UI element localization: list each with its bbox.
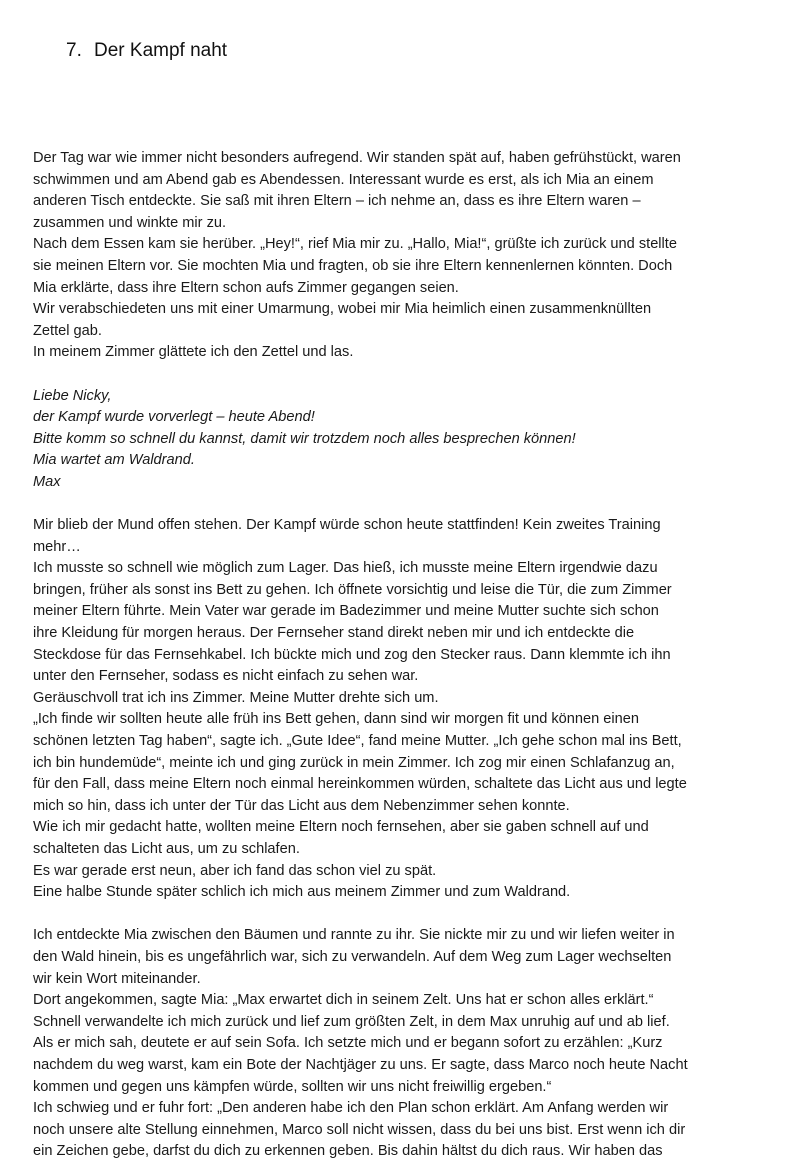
text-line: wir kein Wort miteinander. (33, 970, 201, 987)
paragraph-gap (33, 364, 793, 386)
text-line: für den Fall, dass meine Eltern noch einmal hereinkommen würden, schaltete das Licht aus und legte (33, 776, 687, 793)
text-line: Dort angekommen, sagte Mia: „Max erwartet dich in seinem Zelt. Uns hat er schon alles erklärt.“ (33, 992, 654, 1009)
letter-line: Bitte komm so schnell du kannst, damit wir trotzdem noch alles besprechen können! (33, 430, 576, 447)
letter-line: der Kampf wurde vorverlegt – heute Abend! (33, 409, 315, 426)
chapter-title: Der Kampf naht (94, 40, 228, 61)
letter-line: Max (33, 473, 61, 490)
text-line: Mia erklärte, dass ihre Eltern schon aufs Zimmer gegangen seien. (33, 279, 459, 296)
text-line: unter den Fernseher, sodass es nicht einfach zu sehen war. (33, 668, 419, 685)
text-line: zusammen und winkte mir zu. (33, 214, 227, 231)
text-line: Nach dem Essen kam sie herüber. „Hey!“, rief Mia mir zu. „Hallo, Mia!“, grüßte ich zurück und stellte (33, 236, 677, 253)
chapter-body (33, 148, 793, 1163)
chapter-heading (66, 38, 227, 64)
paragraph-camp (33, 925, 793, 1163)
text-line: schwimmen und am Abend gab es Abendessen. Interessant wurde es erst, als ich Mia an einem (33, 171, 654, 188)
letter-line: Mia wartet am Waldrand. (33, 452, 195, 469)
text-line: ihre Kleidung für morgen heraus. Der Fernseher stand direkt neben mir und ich entdeckte die (33, 625, 635, 642)
text-line: nachdem du weg warst, kam ein Bote der Nachtjäger zu uns. Er sagte, dass Marco noch heute Nacht (33, 1056, 688, 1073)
text-line: sie meinen Eltern vor. Sie mochten Mia und fragten, ob sie ihre Eltern kennenlernen könnten. Doch (33, 257, 673, 274)
text-line: Es war gerade erst neun, aber ich fand das schon viel zu spät. (33, 862, 437, 879)
text-line: meiner Eltern führte. Mein Vater war gerade im Badezimmer und meine Mutter suchte sich schon (33, 603, 659, 620)
text-line: mehr… (33, 538, 81, 555)
text-line: Wir verabschiedeten uns mit einer Umarmung, wobei mir Mia heimlich einen zusammenknüllten (33, 301, 652, 318)
paragraph-gap (33, 904, 793, 926)
text-line: Ich schwieg und er fuhr fort: „Den anderen habe ich den Plan schon erklärt. Am Anfang werden wir (33, 1100, 669, 1117)
letter-line: Liebe Nicky, (33, 387, 112, 404)
text-line: Ich musste so schnell wie möglich zum Lager. Das hieß, ich musste meine Eltern irgendwie dazu (33, 560, 658, 577)
paragraph-evening (33, 515, 793, 904)
chapter-number: 7. (66, 40, 82, 61)
text-line: schönen letzten Tag haben“, sagte ich. „Gute Idee“, fand meine Mutter. „Ich gehe schon mal ins Bett, (33, 733, 682, 750)
paragraph-intro (33, 148, 793, 364)
text-line: Als er mich sah, deutete er auf sein Sofa. Ich setzte mich und er begann sofort zu erzählen: „Kurz (33, 1035, 663, 1052)
paragraph-gap (33, 494, 793, 516)
text-line: Wie ich mir gedacht hatte, wollten meine Eltern noch fernsehen, aber sie gaben schnell auf und (33, 819, 649, 836)
text-line: In meinem Zimmer glättete ich den Zettel und las. (33, 344, 354, 361)
text-line: ein Zeichen gebe, darfst du dich zu erkennen geben. Bis dahin hältst du dich raus. Wir haben das (33, 1143, 663, 1160)
text-line: Zettel gab. (33, 322, 102, 339)
text-line: Geräuschvoll trat ich ins Zimmer. Meine Mutter drehte sich um. (33, 689, 439, 706)
text-line: noch unsere alte Stellung einnehmen, Marco soll nicht wissen, dass du bei uns bist. Erst wenn ich dir (33, 1121, 686, 1138)
text-line: Schnell verwandelte ich mich zurück und lief zum größten Zelt, in dem Max unruhig auf und ab lief. (33, 1013, 670, 1030)
text-line: Mir blieb der Mund offen stehen. Der Kampf würde schon heute stattfinden! Kein zweites Training (33, 517, 661, 534)
text-line: bringen, früher als sonst ins Bett zu gehen. Ich öffnete vorsichtig und leise die Tür, die zum Zimmer (33, 581, 672, 598)
text-line: schalteten das Licht aus, um zu schlafen. (33, 841, 300, 857)
text-line: den Wald hinein, bis es ungefährlich war, sich zu verwandeln. Auf dem Weg zum Lager wechselten (33, 948, 672, 965)
letter-note (33, 386, 793, 494)
text-line: kommen und gegen uns kämpfen würde, sollten wir uns nicht freiwillig ergeben.“ (33, 1078, 552, 1095)
text-line: anderen Tisch entdeckte. Sie saß mit ihren Eltern – ich nehme an, dass es ihre Eltern waren – (33, 193, 641, 210)
text-line: ich bin hundemüde“, meinte ich und ging zurück in mein Zimmer. Ich zog mir einen Schlafanzug an, (33, 754, 675, 771)
text-line: „Ich finde wir sollten heute alle früh ins Bett gehen, dann sind wir morgen fit und können einen (33, 711, 640, 728)
text-line: Der Tag war wie immer nicht besonders aufregend. Wir standen spät auf, haben gefrühstückt, waren (33, 150, 681, 166)
text-line: Steckdose für das Fernsehkabel. Ich bückte mich und zog den Stecker raus. Dann klemmte ich ihn (33, 646, 671, 663)
text-line: Eine halbe Stunde später schlich ich mich aus meinem Zimmer und zum Waldrand. (33, 884, 571, 901)
text-line: mich so hin, dass ich unter der Tür das Licht aus dem Nebenzimmer sehen konnte. (33, 797, 570, 814)
text-line: Ich entdeckte Mia zwischen den Bäumen und rannte zu ihr. Sie nickte mir zu und wir liefen weiter in (33, 927, 675, 944)
